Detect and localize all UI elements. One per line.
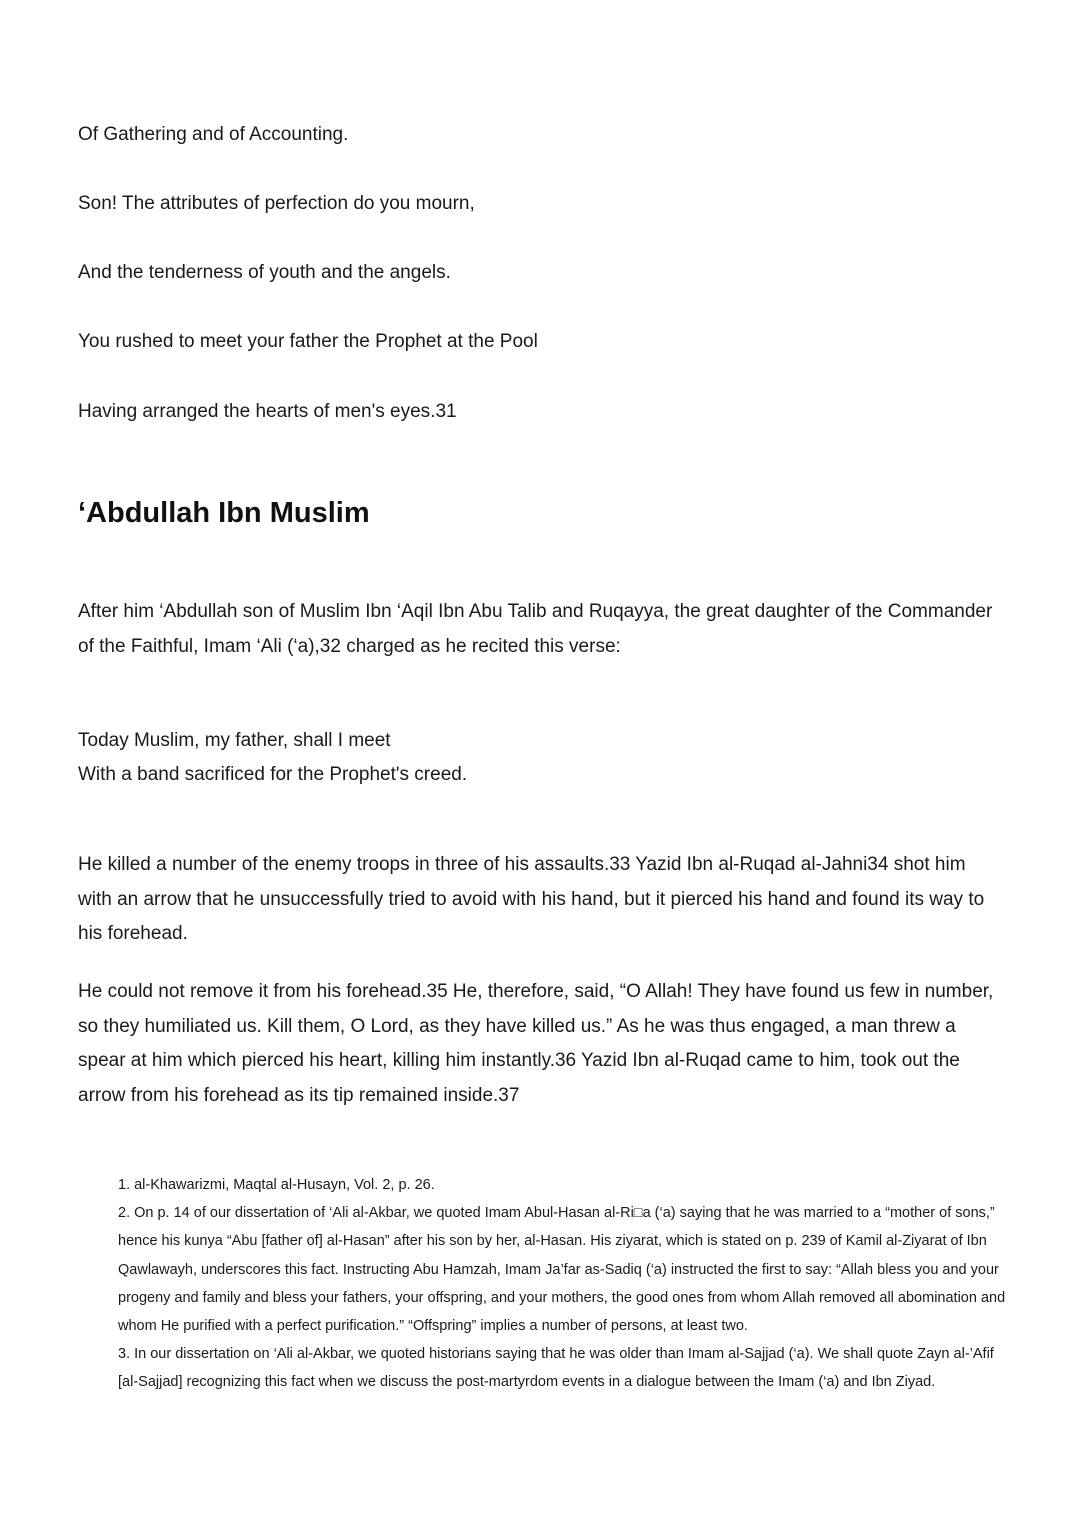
verse-line: And the tenderness of youth and the angels. — [78, 262, 451, 283]
section-heading: ‘Abdullah Ibn Muslim — [78, 497, 370, 529]
verse-line: Of Gathering and of Accounting. — [78, 124, 349, 145]
paragraph: He killed a number of the enemy troops in three of his assaults.33 Yazid Ibn al-Ruqad al-Jahni34 shot him with an arrow that he unsuccessfully tried to avoid with his hand, but it pierced his hand and found its way to his forehead. — [78, 854, 985, 944]
footnote: 3. In our dissertation on ‘Ali al-Akbar, we quoted historians saying that he was older than Imam al-Sajjad (‘a). We shall quote Zayn al-’Afif [al-Sajjad] recognizing this fact when we discuss the post-martyrdom events in a dialogue between the Imam (‘a) and Ibn Ziyad. — [118, 1346, 994, 1391]
couplet — [78, 724, 467, 792]
verse-line: Son! The attributes of perfection do you mourn, — [78, 193, 475, 214]
paragraph: After him ‘Abdullah son of Muslim Ibn ‘Aqil Ibn Abu Talib and Ruqayya, the great daughter of the Commander of the Faithful, Imam ‘Ali (‘a),32 charged as he recited this verse: — [78, 601, 993, 657]
footnote: 1. al-Khawarizmi, Maqtal al-Husayn, Vol. 2, p. 26. — [118, 1177, 435, 1193]
couplet-line: Today Muslim, my father, shall I meet — [78, 730, 391, 751]
couplet-line: With a band sacrificed for the Prophet's creed. — [78, 764, 468, 785]
footnote: 2. On p. 14 of our dissertation of ‘Ali al-Akbar, we quoted Imam Abul-Hasan al-Ri□a (‘a) saying that he was married to a “mother of sons,” hence his kunya “Abu [father of] al-Hasan” after his son by her, al-Hasan. His ziyarat, which is stated on p. 239 of Kamil al-Ziyarat of Ibn Qawlawayh, underscores this fact. Instructing Abu Hamzah, Imam Ja’far as-Sadiq (‘a) instructed the first to say: “Allah bless you and your progeny and family and bless your fathers, your offspring, and your mothers, the good ones from whom Allah removed all abomination and whom He purified with a perfect purification.” “Offspring” implies a number of persons, at least two. — [118, 1205, 1006, 1335]
verse-line: You rushed to meet your father the Prophet at the Pool — [78, 331, 538, 352]
footnotes — [118, 1171, 1013, 1397]
verse-line: Having arranged the hearts of men's eyes.31 — [78, 401, 457, 422]
paragraph: He could not remove it from his forehead.35 He, therefore, said, “O Allah! They have found us few in number, so they humiliated us. Kill them, O Lord, as they have killed us.” As he was thus engaged, a man threw a spear at him which pierced his heart, killing him instantly.36 Yazid Ibn al-Ruqad came to him, took out the arrow from his forehead as its tip remained inside.37 — [78, 981, 994, 1106]
